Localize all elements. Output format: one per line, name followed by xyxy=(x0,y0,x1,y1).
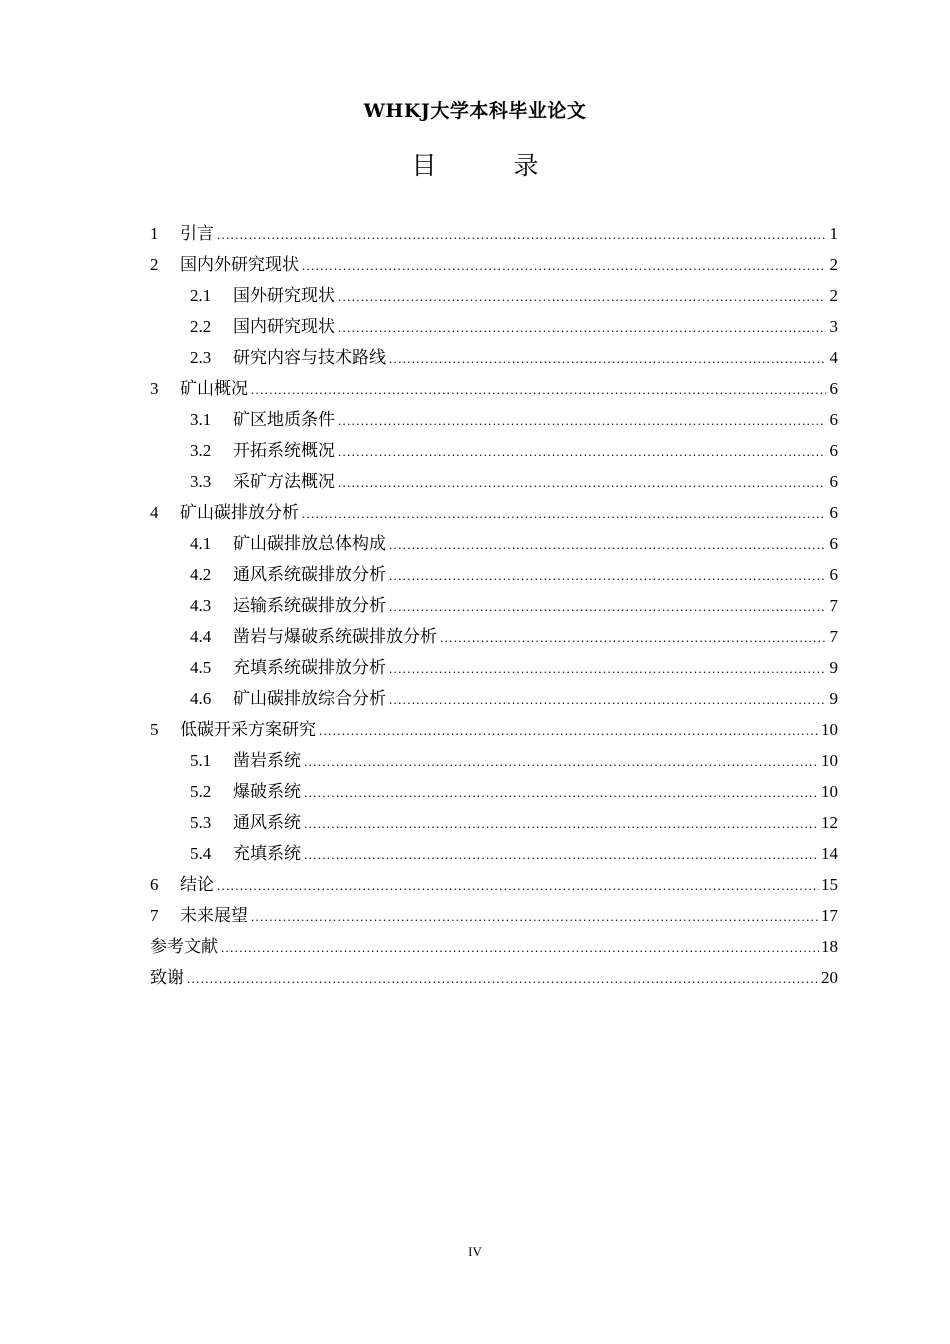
toc-entry-number: 4.1 xyxy=(190,534,212,553)
toc-entry-page: 6 xyxy=(829,410,838,429)
toc-entry[interactable] xyxy=(150,714,838,745)
toc-leader-dots xyxy=(302,498,826,529)
table-of-contents xyxy=(150,218,838,993)
page-number: IV xyxy=(468,1244,482,1259)
toc-entry-number: 4.3 xyxy=(190,596,212,615)
toc-entry[interactable] xyxy=(150,559,838,590)
toc-entry-page: 6 xyxy=(829,534,838,553)
toc-entry-number: 3.2 xyxy=(190,441,212,460)
toc-leader-dots xyxy=(251,901,819,932)
toc-entry[interactable] xyxy=(150,931,838,962)
toc-leader-dots xyxy=(389,684,826,715)
toc-entry-page: 20 xyxy=(821,968,838,987)
toc-leader-dots xyxy=(304,839,819,870)
toc-entry[interactable] xyxy=(150,528,838,559)
toc-entry-page: 6 xyxy=(829,379,838,398)
toc-entry-page: 10 xyxy=(821,720,838,739)
toc-leader-dots xyxy=(251,374,826,405)
toc-entry-page: 9 xyxy=(829,658,838,677)
toc-entry-label: 国内研究现状 xyxy=(233,317,335,337)
toc-entry-label: 低碳开采方案研究 xyxy=(180,720,316,740)
toc-entry[interactable] xyxy=(150,311,838,342)
toc-leader-dots xyxy=(389,591,826,622)
toc-entry-page: 1 xyxy=(829,224,838,243)
toc-entry[interactable] xyxy=(150,776,838,807)
toc-entry[interactable] xyxy=(150,466,838,497)
toc-entry-label: 矿区地质条件 xyxy=(233,410,335,430)
toc-entry-label: 未来展望 xyxy=(180,906,248,926)
toc-entry-page: 15 xyxy=(821,875,838,894)
toc-entry-label: 充填系统碳排放分析 xyxy=(233,658,386,678)
toc-entry-label: 国外研究现状 xyxy=(233,286,335,306)
page-title: 目 录 xyxy=(411,151,565,180)
toc-leader-dots xyxy=(389,529,826,560)
toc-entry-label: 参考文献 xyxy=(150,937,218,957)
toc-entry-label: 矿山碳排放总体构成 xyxy=(233,534,386,554)
toc-entry-number: 1 xyxy=(150,224,159,243)
toc-entry-number: 6 xyxy=(150,875,159,894)
toc-leader-dots xyxy=(304,777,819,808)
toc-entry-label: 凿岩与爆破系统碳排放分析 xyxy=(233,627,437,647)
toc-entry-page: 10 xyxy=(821,782,838,801)
toc-leader-dots xyxy=(338,281,826,312)
toc-entry-label: 开拓系统概况 xyxy=(233,441,335,461)
toc-entry-label: 引言 xyxy=(180,224,214,244)
toc-entry[interactable] xyxy=(150,404,838,435)
toc-leader-dots xyxy=(221,932,819,963)
toc-entry-page: 6 xyxy=(829,441,838,460)
toc-entry-page: 7 xyxy=(829,627,838,646)
toc-entry-number: 2.1 xyxy=(190,286,212,305)
toc-entry-number: 5.2 xyxy=(190,782,212,801)
toc-entry[interactable] xyxy=(150,621,838,652)
toc-entry[interactable] xyxy=(150,497,838,528)
toc-entry-number: 5.3 xyxy=(190,813,212,832)
toc-entry-label: 矿山概况 xyxy=(180,379,248,399)
toc-entry-number: 5 xyxy=(150,720,159,739)
toc-entry[interactable] xyxy=(150,900,838,931)
toc-entry-number: 5.4 xyxy=(190,844,212,863)
toc-entry-number: 3 xyxy=(150,379,159,398)
toc-entry-page: 12 xyxy=(821,813,838,832)
toc-leader-dots xyxy=(304,746,819,777)
toc-entry-page: 14 xyxy=(821,844,838,863)
toc-entry-number: 3.1 xyxy=(190,410,212,429)
toc-entry-label: 国内外研究现状 xyxy=(180,255,299,275)
toc-leader-dots xyxy=(338,405,826,436)
toc-entry[interactable] xyxy=(150,807,838,838)
toc-entry-number: 2.3 xyxy=(190,348,212,367)
toc-entry-page: 18 xyxy=(821,937,838,956)
toc-leader-dots xyxy=(304,808,819,839)
toc-entry[interactable] xyxy=(150,249,838,280)
toc-entry-page: 4 xyxy=(829,348,838,367)
toc-entry-label: 致谢 xyxy=(150,968,184,988)
toc-leader-dots xyxy=(389,653,826,684)
toc-entry[interactable] xyxy=(150,590,838,621)
toc-entry-page: 2 xyxy=(829,255,838,274)
toc-entry[interactable] xyxy=(150,652,838,683)
toc-entry[interactable] xyxy=(150,838,838,869)
toc-entry-number: 2.2 xyxy=(190,317,212,336)
toc-entry-number: 7 xyxy=(150,906,159,925)
toc-entry[interactable] xyxy=(150,373,838,404)
toc-entry-number: 5.1 xyxy=(190,751,212,770)
toc-entry-label: 通风系统碳排放分析 xyxy=(233,565,386,585)
toc-entry-number: 2 xyxy=(150,255,159,274)
toc-leader-dots xyxy=(217,870,819,901)
toc-entry[interactable] xyxy=(150,869,838,900)
toc-entry[interactable] xyxy=(150,683,838,714)
toc-entry[interactable] xyxy=(150,962,838,993)
toc-leader-dots xyxy=(389,560,826,591)
toc-leader-dots xyxy=(302,250,826,281)
toc-entry[interactable] xyxy=(150,342,838,373)
toc-entry-page: 6 xyxy=(829,565,838,584)
toc-entry-page: 2 xyxy=(829,286,838,305)
toc-leader-dots xyxy=(440,622,826,653)
toc-entry-number: 4 xyxy=(150,503,159,522)
toc-entry-page: 10 xyxy=(821,751,838,770)
toc-entry[interactable] xyxy=(150,280,838,311)
toc-entry-label: 爆破系统 xyxy=(233,782,301,802)
toc-entry-number: 4.2 xyxy=(190,565,212,584)
toc-leader-dots xyxy=(217,219,826,250)
toc-entry-page: 6 xyxy=(829,503,838,522)
toc-leader-dots xyxy=(389,343,826,374)
toc-entry-label: 运输系统碳排放分析 xyxy=(233,596,386,616)
toc-entry-page: 9 xyxy=(829,689,838,708)
toc-entry-number: 4.4 xyxy=(190,627,212,646)
toc-leader-dots xyxy=(319,715,819,746)
toc-entry[interactable] xyxy=(150,745,838,776)
toc-entry-label: 研究内容与技术路线 xyxy=(233,348,386,368)
toc-leader-dots xyxy=(338,467,826,498)
toc-entry-label: 充填系统 xyxy=(233,844,301,864)
toc-entry-page: 3 xyxy=(829,317,838,336)
toc-entry[interactable] xyxy=(150,435,838,466)
document-header: WHKJ大学本科毕业论文 xyxy=(363,100,587,122)
toc-entry-label: 凿岩系统 xyxy=(233,751,301,771)
toc-entry-label: 矿山碳排放综合分析 xyxy=(233,689,386,709)
toc-leader-dots xyxy=(338,436,826,467)
toc-entry-label: 采矿方法概况 xyxy=(233,472,335,492)
toc-entry-label: 结论 xyxy=(180,875,214,895)
toc-entry-number: 3.3 xyxy=(190,472,212,491)
toc-entry-number: 4.6 xyxy=(190,689,212,708)
toc-entry-label: 通风系统 xyxy=(233,813,301,833)
toc-entry[interactable] xyxy=(150,218,838,249)
toc-leader-dots xyxy=(187,963,819,994)
toc-entry-number: 4.5 xyxy=(190,658,212,677)
toc-entry-label: 矿山碳排放分析 xyxy=(180,503,299,523)
toc-leader-dots xyxy=(338,312,826,343)
toc-entry-page: 6 xyxy=(829,472,838,491)
toc-entry-page: 17 xyxy=(821,906,838,925)
toc-entry-page: 7 xyxy=(829,596,838,615)
